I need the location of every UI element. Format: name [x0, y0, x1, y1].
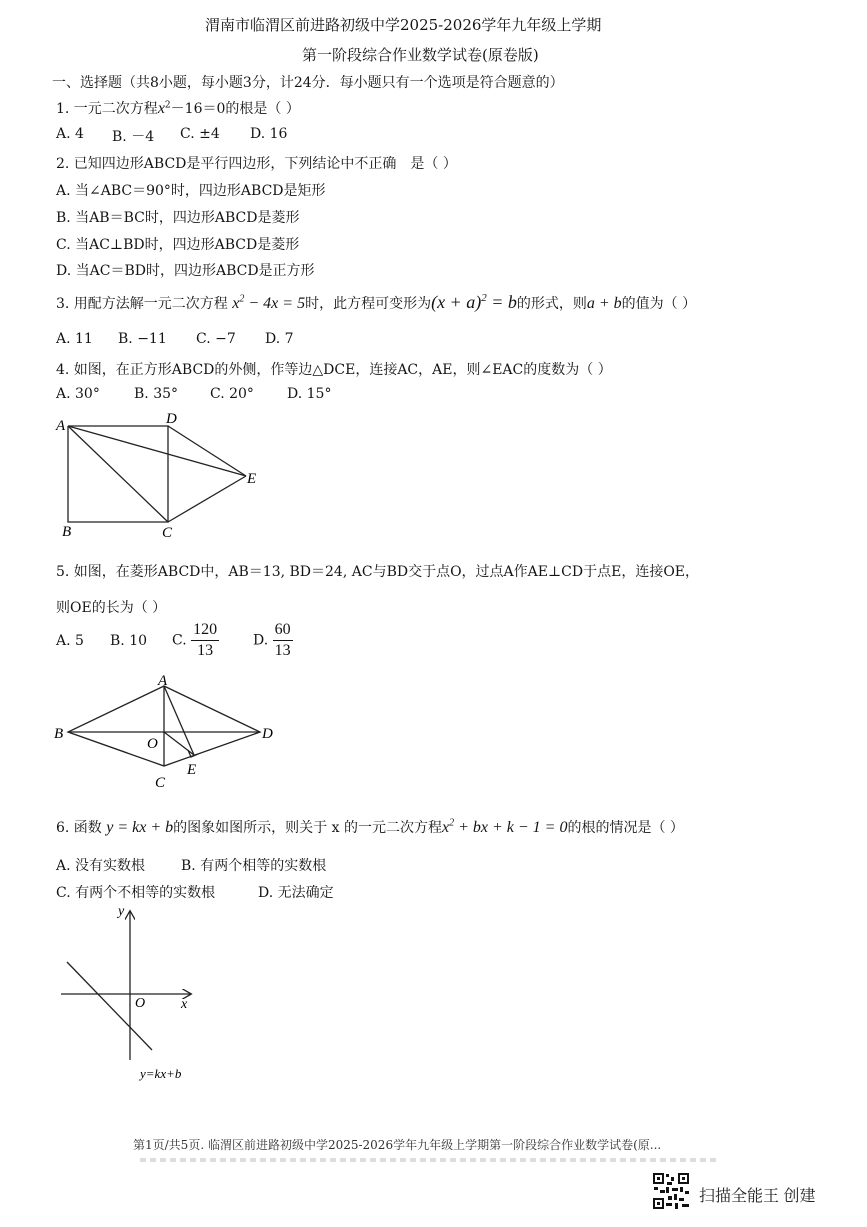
- q6-stem-c: 的根的情况是（ ）: [567, 820, 684, 836]
- fig6-origin-label: O: [135, 996, 146, 1011]
- q6-stem-b: 的图象如图所示，则关于 x 的一元二次方程: [173, 820, 442, 836]
- fig6-axis-y-label: y: [118, 904, 125, 919]
- section-heading: 一、选择题（共8小题，每小题3分，计24分．每小题只有一个选项是符合题意的）: [52, 75, 564, 91]
- q3-stem-b: ，此方程可变形为: [319, 296, 432, 312]
- q1-option-b: B. －4: [112, 129, 155, 145]
- q6-graph-figure: [55, 900, 215, 1090]
- q3-a-plus-b: a + b: [586, 295, 622, 312]
- q5-fraction-c-num: 120: [191, 620, 219, 641]
- q5-option-d: [253, 620, 293, 661]
- q4-option-c: C. 20°: [210, 386, 254, 402]
- q2-option-c: C. 当AC⊥BD时，四边形ABCD是菱形: [56, 237, 300, 253]
- fig4-label-d: D: [166, 411, 177, 427]
- q5-rhombus-figure: [50, 670, 290, 798]
- fig6-line-caption: y=kx+b: [140, 1066, 182, 1081]
- q1-stem-b: －16＝0的根是（ ）: [170, 101, 300, 117]
- q5-fraction-c: [191, 620, 219, 661]
- exam-title-line1: 渭南市临渭区前进路初级中学2025-2026学年九年级上学期: [205, 16, 602, 34]
- fig5-label-b: B: [54, 726, 64, 742]
- q6-option-d: D. 无法确定: [258, 885, 334, 901]
- q3-option-a: A. 11: [56, 331, 93, 347]
- q1-stem-a: 1. 一元二次方程: [56, 101, 158, 117]
- q5-option-a: A. 5: [56, 633, 84, 649]
- exam-title-line2: 第一阶段综合作业数学试卷(原卷版): [302, 46, 539, 64]
- q6-equation: $x^2$ + bx + k − 1 = 0: [441, 817, 568, 836]
- q6-function: y = kx + b: [106, 819, 174, 836]
- q4-square-figure: [50, 410, 270, 545]
- q2-option-a: A. 当∠ABC＝90°时，四边形ABCD是矩形: [56, 183, 326, 199]
- scanner-watermark: 扫描全能王 创建: [699, 1188, 816, 1205]
- fig5-label-c: C: [155, 775, 166, 791]
- question-3: 3. 用配方法解一元二次方程 $x^2 - 4x = 5$时，此方程可变形为$(x + a)^2 = b$的形式，则a + b的值为（ ）: [56, 292, 697, 312]
- page-footer: 第1页/共5页. 临渭区前进路初级中学2025-2026学年九年级上学期第一阶段综合作业数学试卷(原...: [133, 1138, 662, 1152]
- q3-equation: $x^2 - 4x = 5$: [232, 293, 306, 312]
- q1-option-a: A. 4: [56, 126, 84, 142]
- fig4-label-c: C: [162, 525, 173, 541]
- fig5-label-a: A: [158, 673, 168, 689]
- question-5: 5. 如图，在菱形ABCD中，AB＝13, BD＝24, AC与BD交于点O，过点A作AE⊥CD于点E，连接OE，: [56, 564, 700, 580]
- q3-stem-d: 的值为（ ）: [621, 296, 697, 312]
- question-6: [56, 817, 684, 837]
- q1-option-c: C. ±4: [180, 126, 220, 142]
- q3-stem-a: 3. 用配方法解一元二次方程: [56, 296, 228, 312]
- fig4-label-e: E: [247, 471, 257, 487]
- fig6-axis-x-label: x: [181, 997, 188, 1012]
- q5-fraction-d: [273, 620, 293, 661]
- q4-option-b: B. 35°: [134, 386, 179, 402]
- q5-fraction-d-den: 13: [274, 642, 291, 659]
- q5-option-b: B. 10: [110, 633, 148, 649]
- q1-math-x: x: [157, 100, 165, 117]
- q2-option-b: B. 当AB＝BC时，四边形ABCD是菱形: [56, 210, 300, 226]
- q5-option-d-label: D.: [253, 632, 269, 649]
- q6-option-a: A. 没有实数根: [56, 858, 146, 874]
- q3-square-form: $(x + a)^2 = b$: [431, 292, 517, 312]
- q3-option-b: B. −11: [118, 331, 167, 347]
- q6-option-c: C. 有两个不相等的实数根: [56, 885, 216, 901]
- q6-stem-a: 6. 函数: [56, 820, 102, 836]
- fig4-label-b: B: [62, 524, 72, 540]
- fig5-label-d: D: [262, 726, 273, 742]
- fig5-label-e: E: [187, 762, 197, 778]
- scan-noise-line: [140, 1158, 720, 1162]
- q2-option-d: D. 当AC＝BD时，四边形ABCD是正方形: [56, 263, 315, 279]
- q3-option-c: C. −7: [196, 331, 236, 347]
- question-1: 1. 一元二次方程$x^2-16=0$的根是（ ）: [56, 100, 300, 117]
- q5-fraction-c-den: 13: [197, 642, 214, 659]
- q5-option-c: [172, 620, 219, 661]
- question-5-cont: 则OE的长为（ ）: [56, 600, 167, 616]
- question-4: 4. 如图，在正方形ABCD的外侧，作等边△DCE，连接AC，AE，则∠EAC的度数为（ ）: [56, 362, 612, 378]
- question-2: 2. 已知四边形ABCD是平行四边形，下列结论中不正确 是（ ）: [56, 156, 457, 172]
- qr-code-icon: [652, 1172, 690, 1210]
- q5-option-c-label: C.: [172, 632, 187, 649]
- q4-option-d: D. 15°: [287, 386, 332, 402]
- fig4-label-a: A: [56, 418, 66, 434]
- q5-fraction-d-num: 60: [273, 620, 293, 641]
- q1-option-d: D. 16: [250, 126, 288, 142]
- q4-option-a: A. 30°: [56, 386, 100, 402]
- q3-stem-c: 的形式，则: [516, 296, 587, 312]
- q3-option-d: D. 7: [265, 331, 294, 347]
- q6-option-b: B. 有两个相等的实数根: [181, 858, 327, 874]
- fig5-label-o: O: [147, 736, 158, 752]
